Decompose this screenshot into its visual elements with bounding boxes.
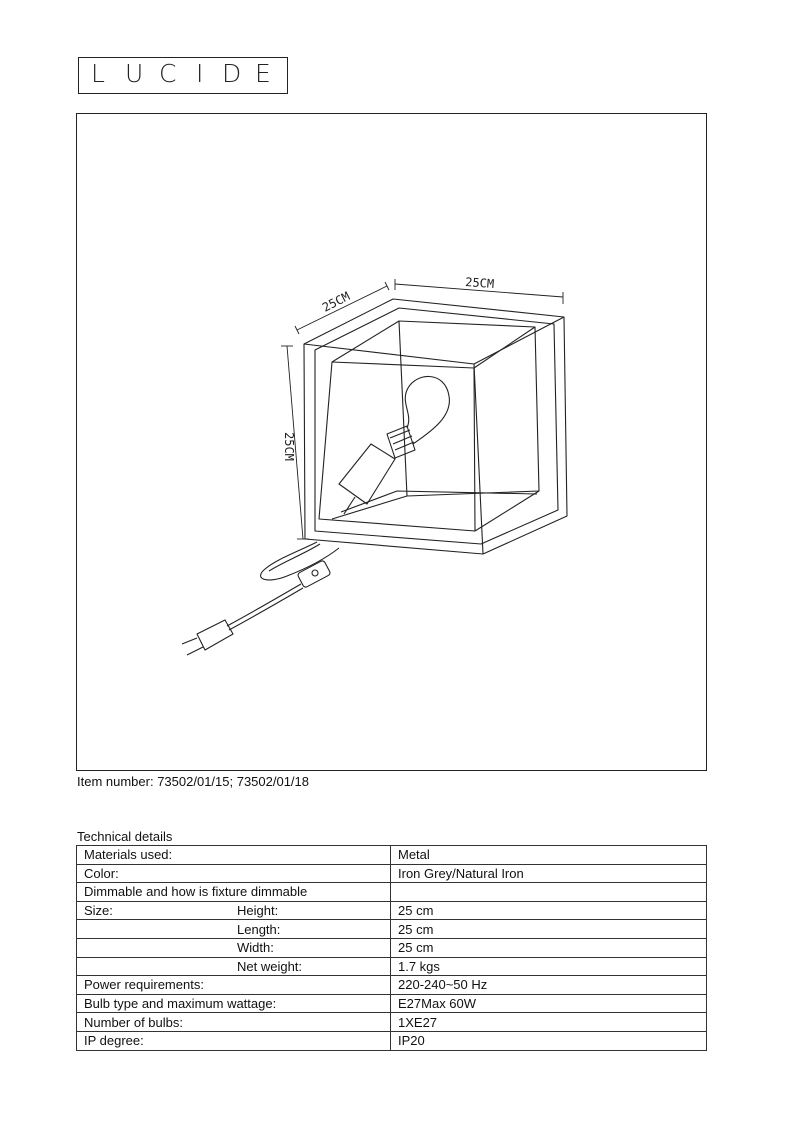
light-bulb [405, 376, 449, 444]
spec-label [77, 920, 391, 939]
spec-value: Iron Grey/Natural Iron [391, 864, 707, 883]
spec-row-color [77, 864, 707, 883]
spec-value: E27Max 60W [391, 994, 707, 1013]
spec-row-materials [77, 846, 707, 865]
spec-value [391, 883, 707, 902]
spec-label: Bulb type and maximum wattage: [77, 994, 391, 1013]
dimension-width-label: 25CM [464, 275, 495, 292]
spec-label [77, 901, 391, 920]
net-weight-label: Net weight: [237, 958, 303, 974]
spec-label [77, 938, 391, 957]
spec-row-size-height [77, 901, 707, 920]
logo-letter-c: C [159, 59, 177, 88]
spec-row-net-weight [77, 957, 707, 976]
spec-value: IP20 [391, 1031, 707, 1050]
lamp-drawing [77, 114, 708, 772]
spec-value: 25 cm [391, 920, 707, 939]
spec-row-bulb-count [77, 1013, 707, 1032]
technical-details-table [76, 845, 707, 1051]
logo-letter-i: I [196, 59, 204, 88]
power-cord [182, 542, 339, 655]
spec-row-size-width [77, 938, 707, 957]
spec-label: Number of bulbs: [77, 1013, 391, 1032]
logo-letter-d: D [222, 59, 242, 88]
spec-row-dimmable [77, 883, 707, 902]
spec-label: Materials used: [77, 846, 391, 865]
spec-row-bulb-type [77, 994, 707, 1013]
spec-label: Color: [77, 864, 391, 883]
spec-value: 25 cm [391, 938, 707, 957]
size-label: Size: [84, 903, 113, 919]
spec-value: Metal [391, 846, 707, 865]
technical-drawing-frame [76, 113, 707, 771]
length-label: Length: [237, 921, 281, 937]
spec-label: Power requirements: [77, 976, 391, 995]
spec-row-power [77, 976, 707, 995]
dimension-lines [281, 279, 563, 539]
dimension-height-label: 25CM [282, 432, 296, 461]
spec-row-ip-degree [77, 1031, 707, 1050]
spec-label [77, 957, 391, 976]
spec-value: 1.7 kgs [391, 957, 707, 976]
technical-details-title: Technical details [77, 829, 173, 844]
spec-label: IP degree: [77, 1031, 391, 1050]
spec-value: 25 cm [391, 901, 707, 920]
logo-letter-e: E [255, 59, 271, 88]
dimension-depth-label: 25CM [320, 289, 353, 315]
height-label: Height: [237, 903, 279, 919]
logo-letter-l: L [91, 59, 105, 88]
spec-label: Dimmable and how is fixture dimmable [77, 883, 391, 902]
spec-value: 220-240~50 Hz [391, 976, 707, 995]
spec-row-size-length [77, 920, 707, 939]
item-number: Item number: 73502/01/15; 73502/01/18 [77, 774, 310, 789]
logo-letter-u: U [125, 59, 144, 88]
brand-logo [78, 57, 288, 94]
width-label: Width: [237, 940, 274, 956]
spec-value: 1XE27 [391, 1013, 707, 1032]
lamp-socket [339, 426, 415, 514]
